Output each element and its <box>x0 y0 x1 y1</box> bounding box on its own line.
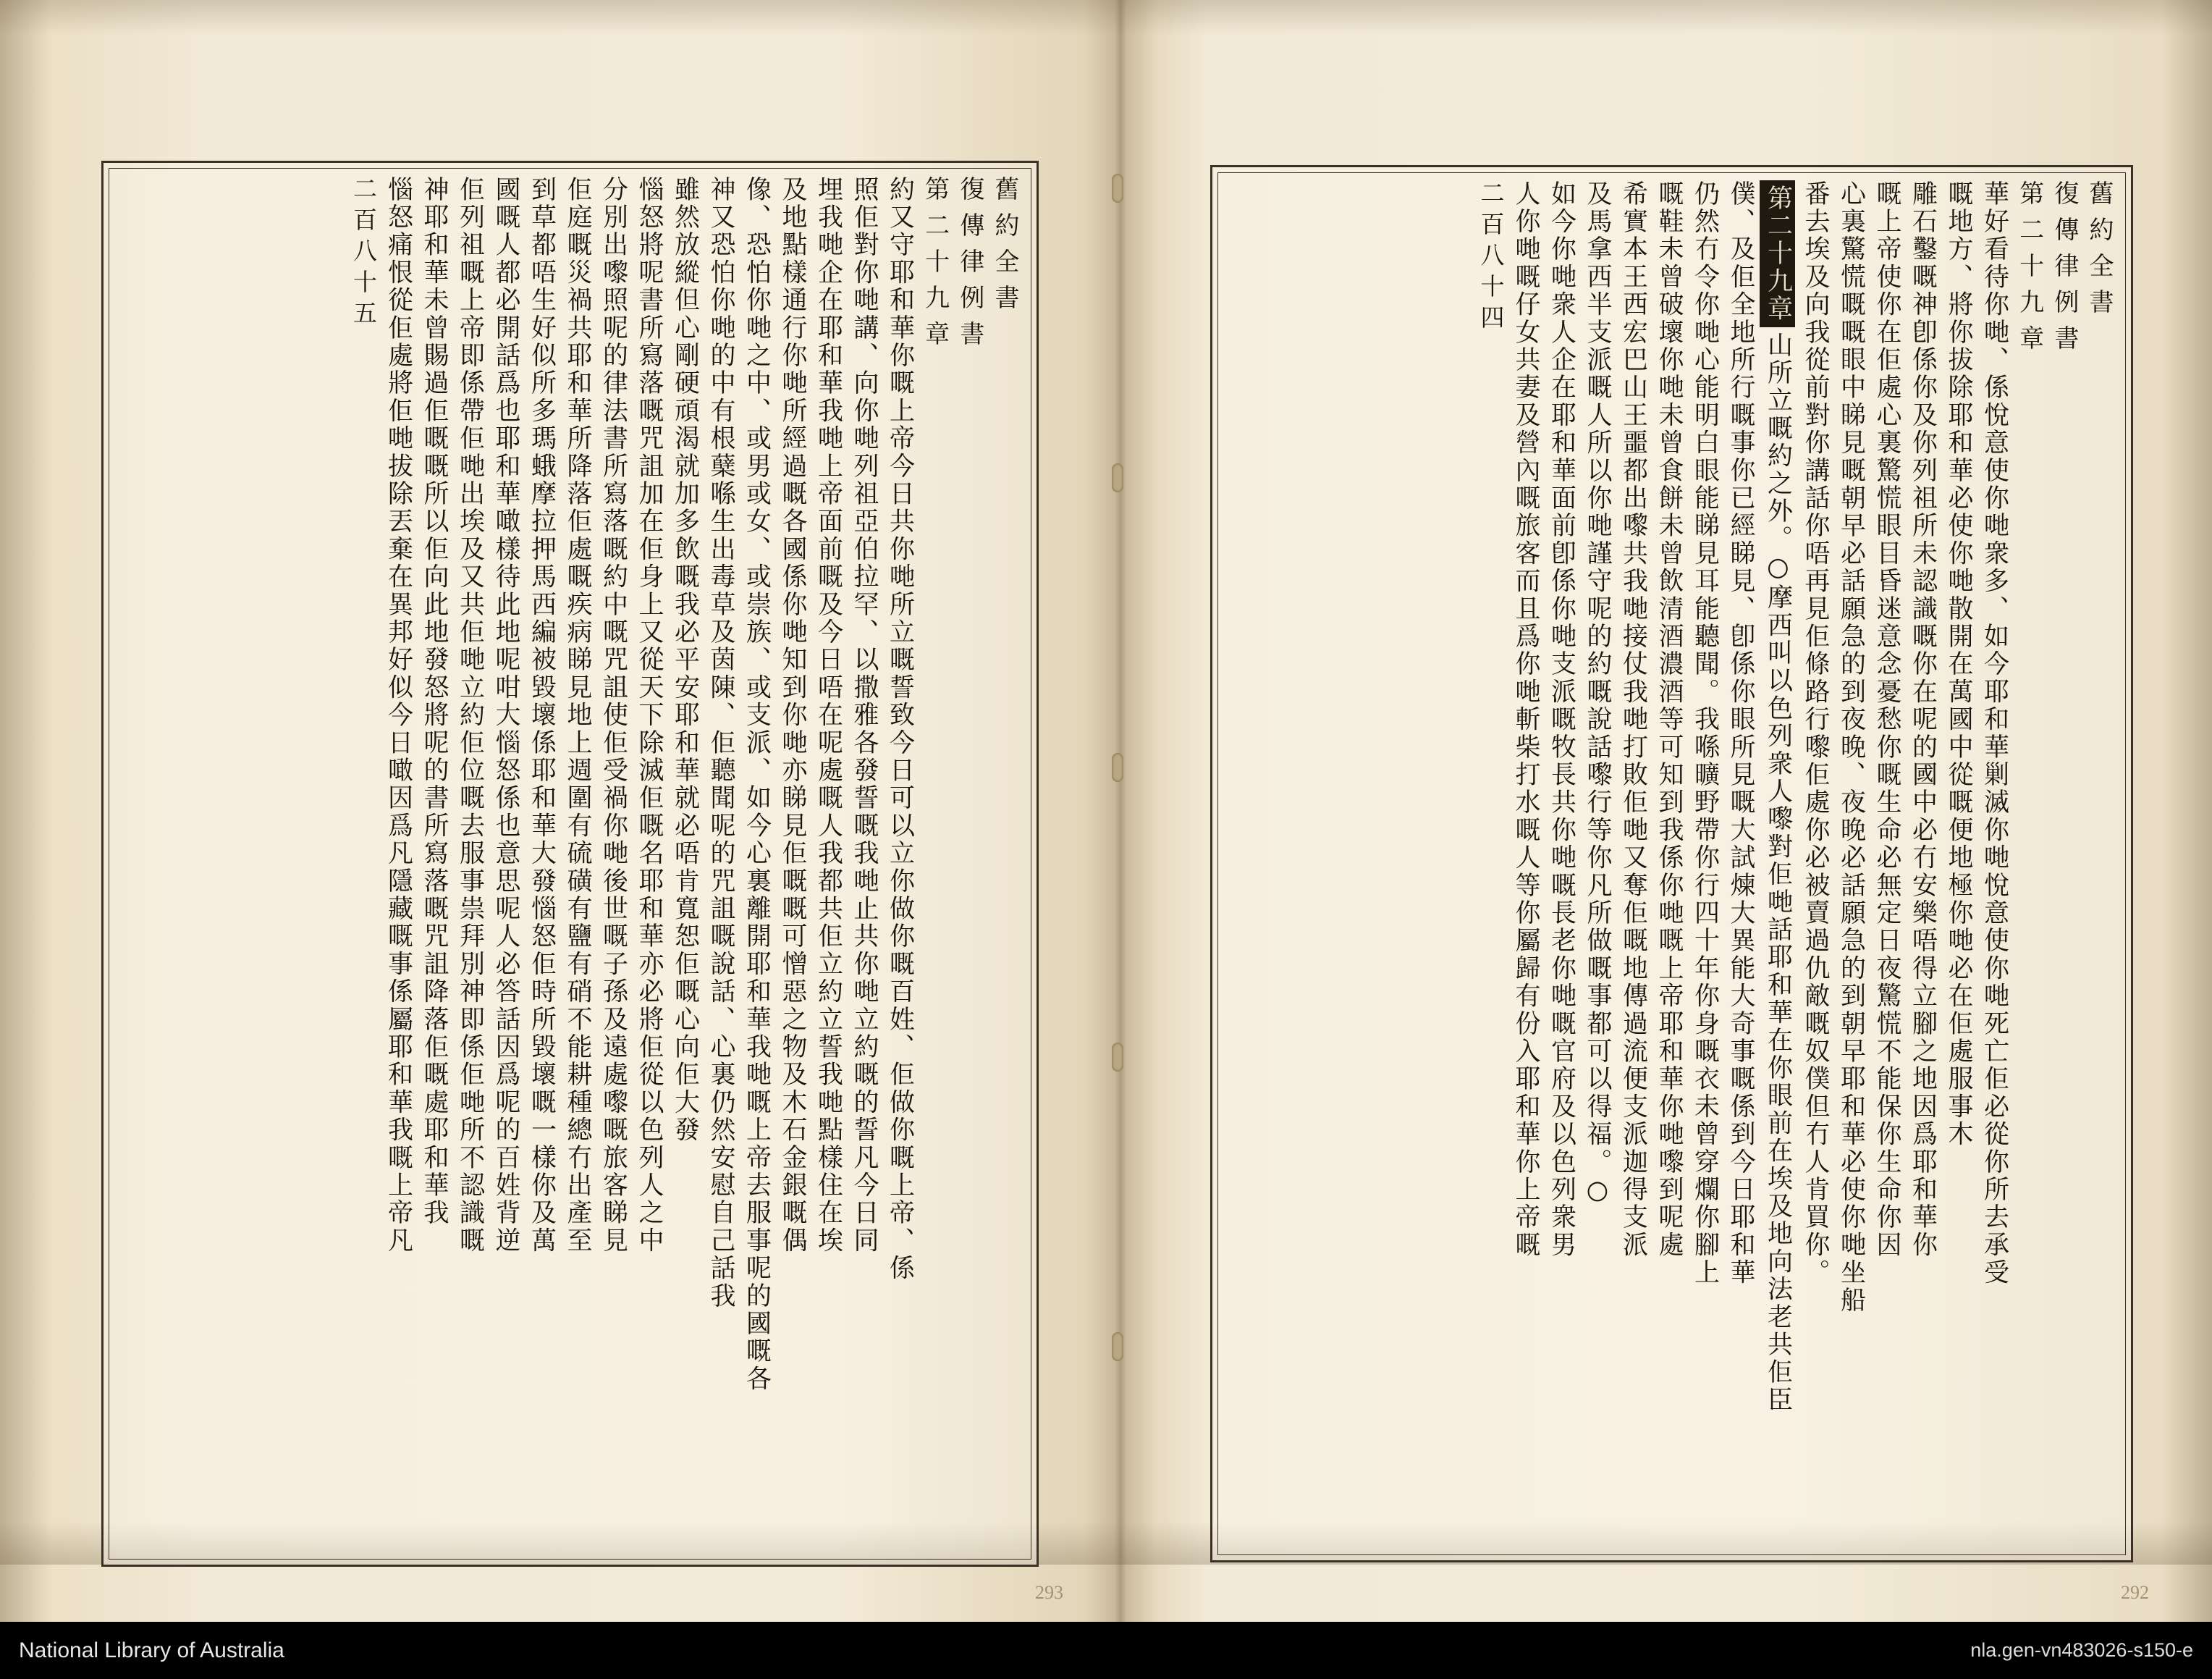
left-page-column: 雖然放縱但心剛硬頑渴就加多飲嘅我必平安耶和華就必唔肯寬恕佢嘅心向佢大發 <box>670 176 700 1144</box>
left-page-column: 像、恐怕你哋之中、或男或女、或崇族、或支派、如今心裏離開耶和華我哋嘅上帝去服事呢的國嘅各 <box>742 176 772 1393</box>
right-page-frame <box>1217 172 2126 1555</box>
left-page-column: 分別出嚟照呢的律法書所寫落嘅約中嘅咒詛使佢受禍你哋後世嘅子孫及遠處嚟嘅旅客睇見 <box>599 176 628 1255</box>
page-edge-shadow-right <box>2161 0 2212 1622</box>
binding-stitch <box>1112 1332 1123 1361</box>
book-gutter <box>1084 0 1157 1622</box>
right-page-column-text: 山所立嘅約之外。○摩西叫以色列衆人嚟對佢哋話耶和華在你眼前在埃及地向法老共佢臣 <box>1763 332 1793 1414</box>
right-page-column: 華好看待你哋、係悅意使你哋衆多、如今耶和華剿滅你哋悅意使你哋死亡佢必從你所去承受 <box>1980 180 2009 1287</box>
left-page-chapter: 第二十九章 <box>920 176 950 357</box>
right-page-column: 雕石鑿嘅神卽係你及你列祖所未認識嘅你在呢的國中必冇安樂唔得立腳之地因爲耶和華你 <box>1908 180 1938 1259</box>
right-page-column: 嘅地方、將你拔除耶和華必使你哋散開在萬國中從嘅便地極你哋必在佢處服事木 <box>1943 180 1973 1148</box>
left-page-column: 約又守耶和華你嘅上帝今日共你哋所立嘅誓致今日可以立你做你嘅百姓、佢做你嘅上帝、係 <box>885 176 915 1282</box>
right-page-columns <box>1227 180 2116 1547</box>
right-page-column: 人你哋嘅仔女共妻及營內嘅旅客而且爲你哋斬柴打水嘅人等你屬歸有份入耶和華你上帝嘅 <box>1511 180 1540 1259</box>
right-page-chapter: 第二十九章 <box>2014 180 2044 361</box>
footer-institution: National Library of Australia <box>19 1638 284 1662</box>
right-page-column: 嘅鞋未曾破壞你哋未曾食餅未曾飲清酒濃酒等可知到我係你哋嘅上帝耶和華你哋嚟到呢處 <box>1654 180 1684 1259</box>
right-page-column: 嘅上帝使你在佢處心裏驚慌眼目昏迷意念憂愁你嘅生命必無定日夜驚慌不能保你生命你因 <box>1872 180 1901 1259</box>
left-page-book-title: 復傳律例書 <box>955 176 984 357</box>
right-page-text-block <box>1210 165 2133 1562</box>
left-page-column: 神耶和華未曾賜過佢嘅嘅所以佢向此地發怒將呢的書所寫落嘅咒詛降落佢嘅處耶和華我 <box>419 176 449 1227</box>
pencil-mark-left-leaf: 293 <box>1035 1582 1063 1603</box>
viewer-footer-bar <box>0 1622 2212 1679</box>
left-page-frame <box>109 168 1031 1560</box>
left-page-number: 二百八十五 <box>349 176 378 332</box>
chapter-marker: 第二十九章 <box>1760 180 1796 327</box>
right-page-column: 希實本王西宏巴山王噩都出嚟共我哋接仗我哋打敗佢哋又奪佢嘅地傳過流便支派迦得支派 <box>1618 180 1648 1259</box>
left-page-column: 到草都唔生好似所多瑪蛾摩拉押馬西編被毀壞係耶和華大發惱怒佢時所毀壞嘅一樣你及萬 <box>527 176 557 1255</box>
page-edge-shadow-top <box>0 0 2212 35</box>
left-page-column: 照佢對你哋講、向你哋列祖亞伯拉罕、以撒雅各發誓嘅我哋止共你哋立約嘅的誓凡今日同 <box>849 176 879 1255</box>
pencil-mark-right-leaf: 292 <box>2121 1582 2149 1603</box>
left-page-column: 及地點樣通行你哋所經過嘅各國係你哋知到你哋亦睇見佢嘅嘅可憎惡之物及木石金銀嘅偶 <box>777 176 807 1255</box>
right-page-column: 心裏驚慌嘅嘅眼中睇見嘅朝早必話願急的到夜晚、夜晚必話願急的到朝早耶和華必使你哋坐船 <box>1836 180 1866 1315</box>
binding-stitch <box>1112 463 1123 492</box>
right-page-book-title: 復傳律例書 <box>2049 180 2079 361</box>
right-page-chapter-marker-column <box>1758 180 1797 1547</box>
right-page-column: 仍然冇令你哋心能明白眼能睇見耳能聽聞。我喺曠野帶你行四十年你身嘅衣未曾穿爛你腳上 <box>1690 180 1720 1287</box>
right-page-number: 二百八十四 <box>1477 180 1506 336</box>
left-page-text-block <box>101 161 1039 1567</box>
page-edge-shadow-left <box>0 0 51 1622</box>
left-page-column: 佢庭嘅災禍共耶和華所降落佢處嘅疾病睇見地上週圍有硫磺有鹽有硝不能耕種總冇出產至 <box>562 176 592 1255</box>
left-page-column: 惱怒痛恨從佢處將佢哋拔除丟棄在異邦好似今日噉因爲凡隱藏嘅事係屬耶和華我嘅上帝凡 <box>384 176 413 1255</box>
left-page-column: 埋我哋企在耶和華我哋上帝面前嘅及今日唔在呢處嘅人我都共佢立約立誓我哋點樣住在埃 <box>814 176 843 1255</box>
left-page-column: 國嘅人都必開話爲也耶和華噉樣待此地呢咁大惱怒係也意思呢人必答話因爲呢的百姓背逆 <box>491 176 520 1255</box>
binding-stitch <box>1112 174 1123 203</box>
left-page-column: 惱怒將呢書所寫落嘅咒詛加在佢身上又從天下除滅佢嘅名耶和華亦必將佢從以色列人之中 <box>634 176 664 1255</box>
right-page-column: 僕、及佢全地所行嘅事你已經睇見、卽係你眼所見嘅大試煉大異能大奇事嘅係到今日耶和華 <box>1726 180 1755 1287</box>
right-page-column: 及馬拿西半支派嘅人所以你哋謹守呢的約嘅說話嚟行等你凡所做嘅事都可以得福。○ <box>1582 180 1612 1208</box>
right-page-header: 舊約全書 <box>2085 180 2114 325</box>
binding-stitch <box>1112 753 1123 782</box>
left-page-header: 舊約全書 <box>990 176 1019 321</box>
footer-identifier: nla.gen-vn483026-s150-e <box>1970 1639 2193 1661</box>
right-page-column: 如今你哋衆人企在耶和華面前卽係你哋支派嘅牧長共你哋嘅長老你哋嘅官府及以色列衆男 <box>1547 180 1576 1259</box>
left-page-column: 神又恐怕你哋的中有根蘖喺生出毒草及茵陳、佢聽聞呢的咒詛嘅說話、心裏仍然安慰自己話我 <box>706 176 735 1310</box>
left-page-column: 佢列祖嘅上帝即係帶佢哋出埃及又共佢哋立約佢位嘅去服事祟拜別神即係佢哋所不認識嘅 <box>455 176 485 1255</box>
right-page-column: 番去埃及向我從前對你講話你唔再見佢條路行嚟佢處你必被賣過仇敵嘅奴僕但冇人肯買你。 <box>1800 180 1830 1287</box>
left-page-columns <box>118 176 1022 1552</box>
binding-stitch <box>1112 1043 1123 1072</box>
